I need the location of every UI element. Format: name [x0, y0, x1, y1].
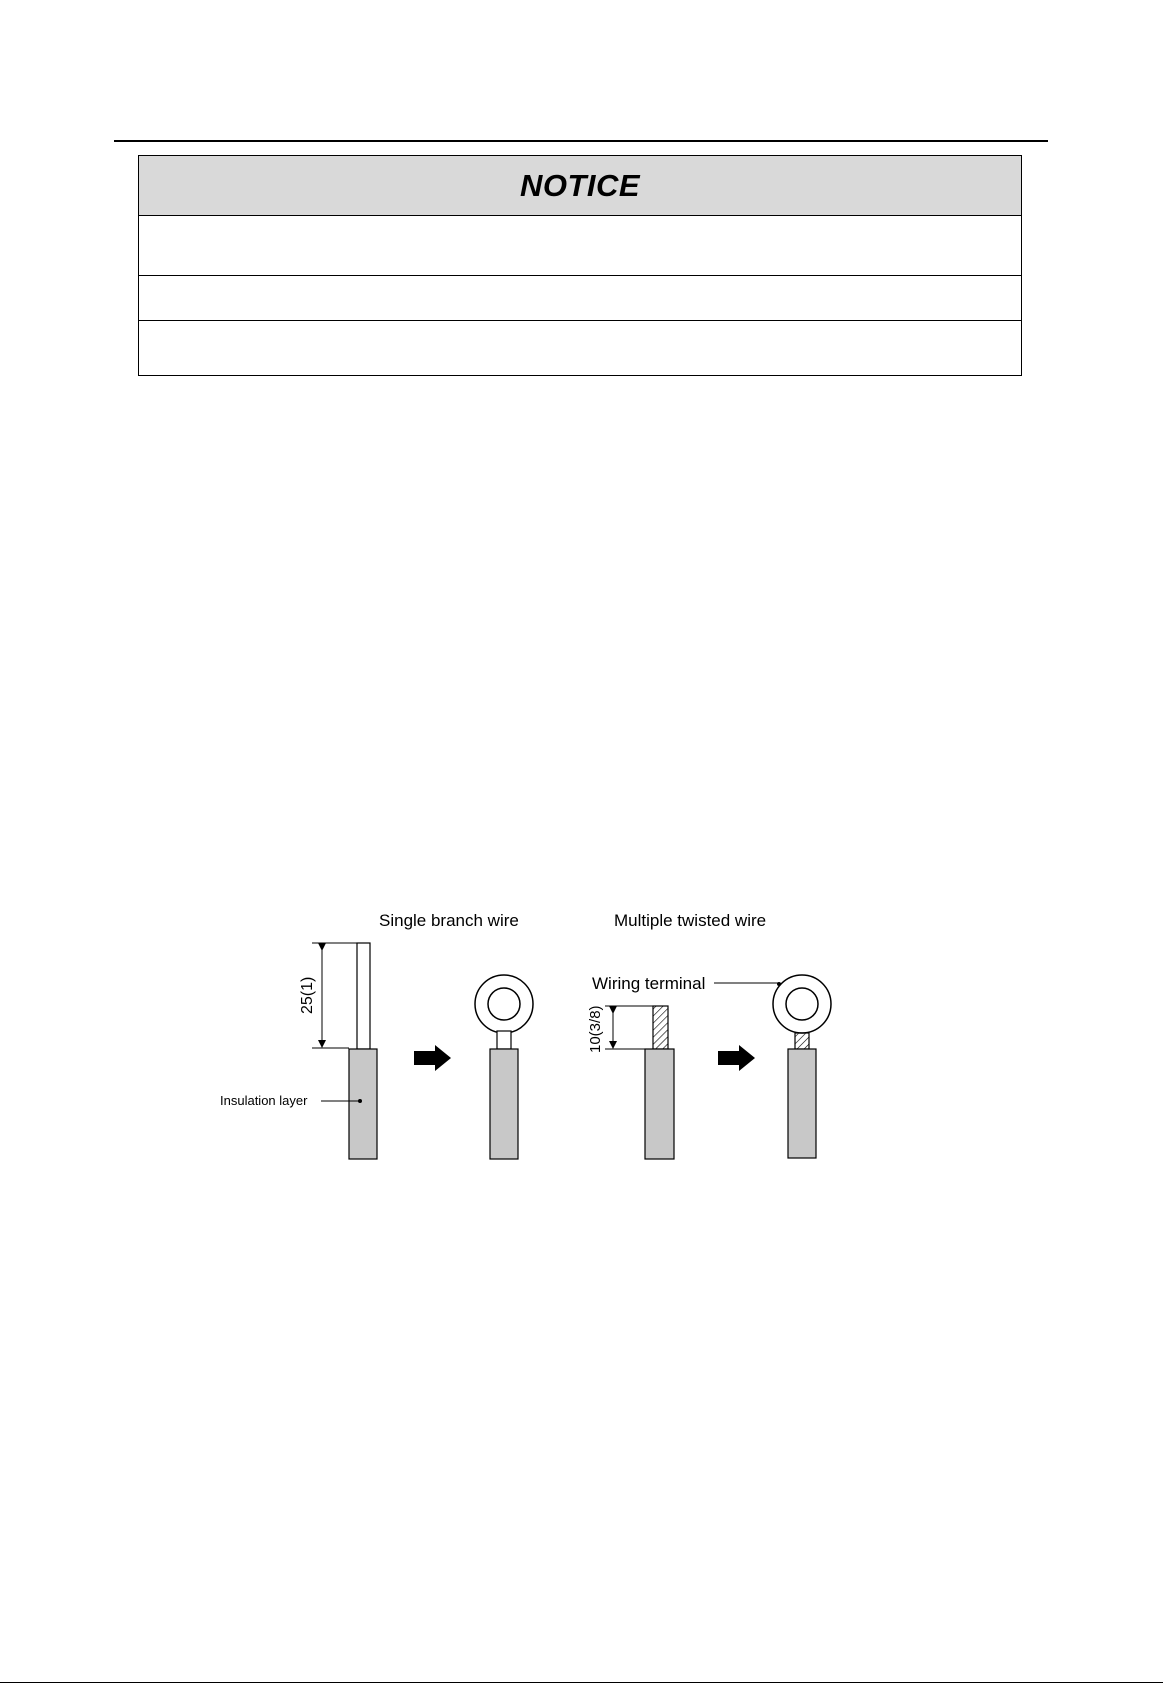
insulation-layer-label: Insulation layer	[220, 1093, 308, 1108]
single-wire-stripped	[312, 943, 377, 1159]
twisted-wire-stripped	[605, 1006, 674, 1159]
notice-row-2	[139, 276, 1021, 321]
twisted-wire-dimension: 10(3/8)	[587, 1005, 604, 1053]
single-wire-dimension: 25(1)	[299, 976, 316, 1014]
multiple-twisted-wire-label: Multiple twisted wire	[614, 911, 767, 930]
single-wire-with-terminal	[475, 975, 533, 1159]
notice-row-1	[139, 216, 1021, 276]
wiring-terminal-label: Wiring terminal	[592, 974, 706, 993]
process-arrow-2	[718, 1045, 755, 1071]
page-bottom-rule	[0, 1682, 1163, 1683]
process-arrow-1	[414, 1045, 451, 1071]
notice-table	[138, 155, 1022, 376]
notice-title: NOTICE	[139, 156, 1021, 216]
single-branch-wire-label: Single branch wire	[379, 911, 519, 930]
top-horizontal-rule	[114, 140, 1048, 142]
notice-row-3	[139, 321, 1021, 375]
twisted-wire-with-terminal	[714, 975, 831, 1158]
